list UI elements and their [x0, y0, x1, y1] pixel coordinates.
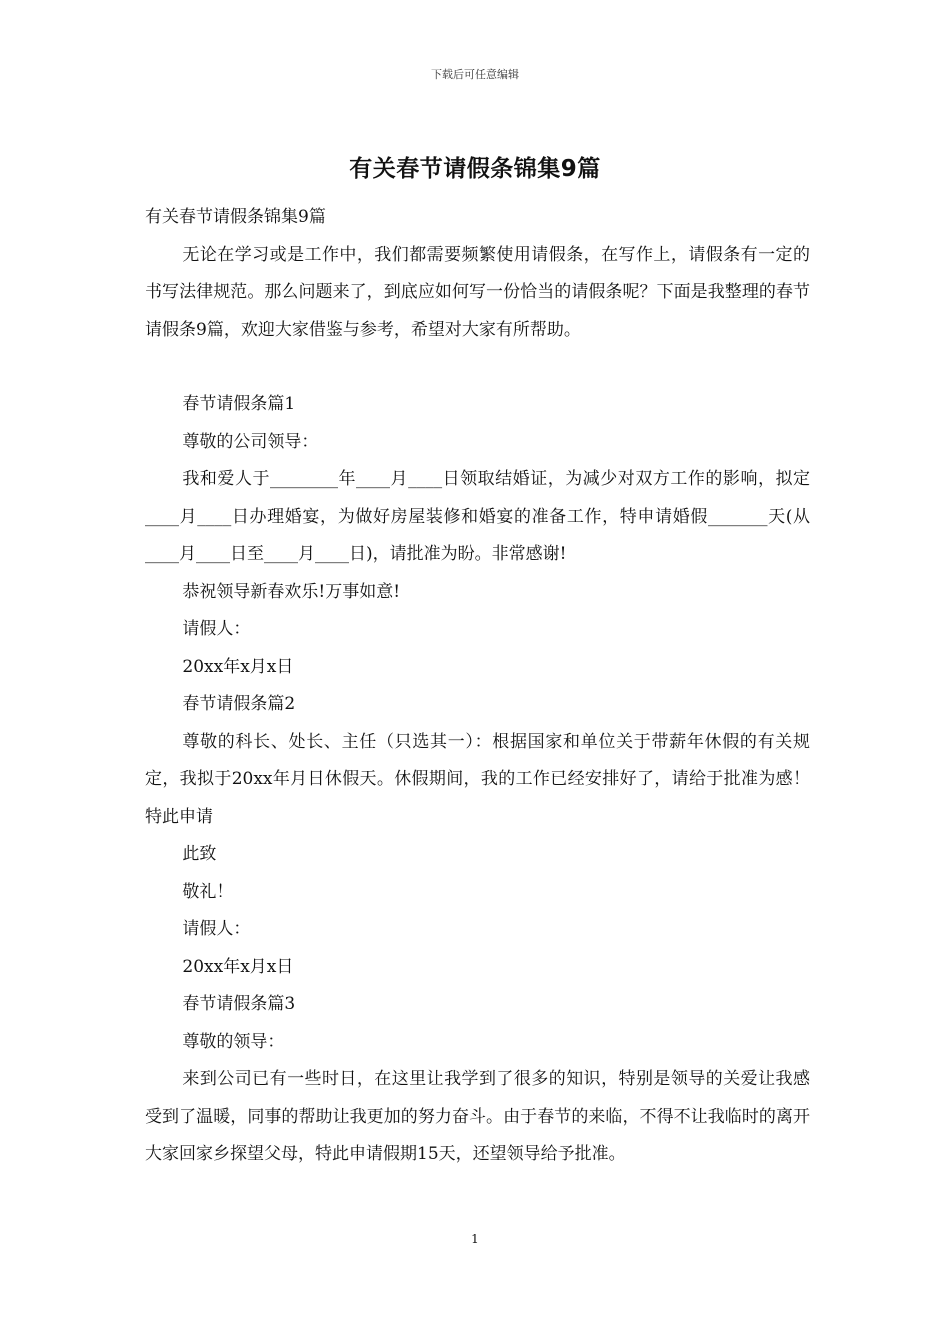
body-paragraph-3: 来到公司已有一些时日，在这里让我学到了很多的知识，特别是领导的关爱让我感受到了温暖，同事的帮助让我更加的努力奋斗。由于春节的来临，不得不让我临时的离开大家回家乡探望父母，特此申请假期15天，还望领导给予批准。 — [145, 1069, 810, 1164]
applicant-2: 请假人： — [182, 919, 251, 939]
section-heading-3: 春节请假条篇3 — [182, 994, 296, 1014]
page-number: 1 — [471, 1232, 479, 1246]
salutation-3: 尊敬的领导： — [182, 1031, 285, 1052]
body-paragraph-2: 尊敬的科长、处长、主任（只选其一）：根据国家和单位关于带薪年休假的有关规定，我拟于20xx年月日休假天。休假期间，我的工作已经安排好了，请给于批准为感！特此申请 — [145, 731, 810, 827]
intro-paragraph: 无论在学习或是工作中，我们都需要频繁使用请假条，在写作上，请假条有一定的书写法律规范。那么问题来了，到底应如何写一份恰当的请假条呢？下面是我整理的春节请假条9篇，欢迎大家借鉴与参考，希望对大家有所帮助。 — [145, 244, 810, 340]
greeting-1: 恭祝领导新春欢乐!万事如意! — [182, 581, 401, 602]
subtitle-line: 有关春节请假条锦集9篇 — [145, 207, 326, 227]
applicant-1: 请假人： — [182, 619, 251, 639]
section-heading-2: 春节请假条篇2 — [182, 694, 296, 714]
document-title: 有关春节请假条锦集9篇 — [349, 156, 601, 182]
body-paragraph-1: 我和爱人于________年____月____日领取结婚证，为减少对双方工作的影响，拟定____月____日办理婚宴，为做好房屋装修和婚宴的准备工作，特申请婚假_______天(从____月____日至____月____日)，请批准为盼。非常感谢! — [145, 469, 810, 564]
closing-1: 此致 — [182, 844, 217, 864]
date-2: 20xx年x月x日 — [182, 956, 294, 977]
salutation-1: 尊敬的公司领导： — [182, 431, 319, 452]
closing-2: 敬礼！ — [182, 881, 234, 902]
date-1: 20xx年x月x日 — [182, 656, 294, 677]
section-heading-1: 春节请假条篇1 — [182, 394, 296, 414]
page-header-note: 下载后可任意编辑 — [431, 68, 519, 81]
document-body — [145, 199, 810, 1174]
